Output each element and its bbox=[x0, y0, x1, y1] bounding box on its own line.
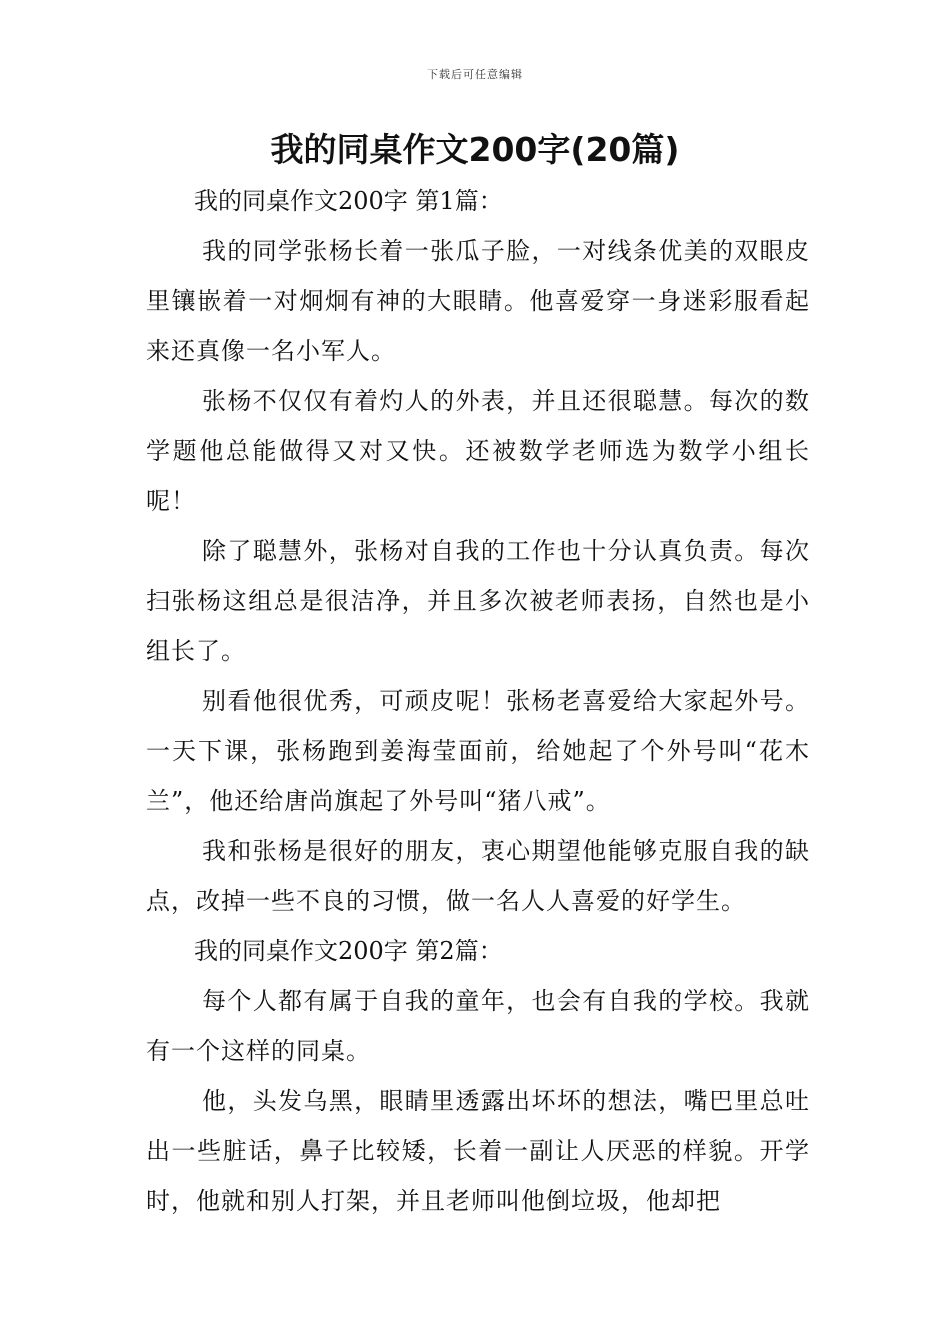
essay-section-1 bbox=[146, 176, 810, 926]
section-heading: 我的同桌作文200字 第2篇： bbox=[194, 937, 503, 965]
document-body bbox=[146, 176, 810, 1226]
paragraph: 我和张杨是很好的朋友，衷心期望他能够克服自我的缺点，改掉一些不良的习惯，做一名人人喜爱的好学生。 bbox=[146, 837, 810, 915]
paragraph: 他，头发乌黑，眼睛里透露出坏坏的想法，嘴巴里总吐出一些脏话，鼻子比较矮，长着一副让人厌恶的样貌。开学时，他就和别人打架，并且老师叫他倒垃圾，他却把 bbox=[146, 1087, 810, 1215]
essay-section-2 bbox=[146, 926, 810, 1226]
paragraph: 别看他很优秀，可顽皮呢！张杨老喜爱给大家起外号。一天下课，张杨跑到姜海莹面前，给她起了个外号叫“花木兰”，他还给唐尚旗起了外号叫“猪八戒”。 bbox=[146, 687, 810, 815]
paragraph: 除了聪慧外，张杨对自我的工作也十分认真负责。每次扫张杨这组总是很洁净，并且多次被老师表扬，自然也是小组长了。 bbox=[146, 537, 810, 665]
paragraph: 每个人都有属于自我的童年，也会有自我的学校。我就有一个这样的同桌。 bbox=[146, 987, 810, 1065]
section-heading: 我的同桌作文200字 第1篇： bbox=[194, 187, 503, 215]
document-title: 我的同桌作文200字(20篇) bbox=[270, 130, 680, 169]
paragraph: 张杨不仅仅有着灼人的外表，并且还很聪慧。每次的数学题他总能做得又对又快。还被数学老师选为数学小组长呢！ bbox=[146, 387, 810, 515]
page-header-note: 下载后可任意编辑 bbox=[427, 68, 523, 81]
paragraph: 我的同学张杨长着一张瓜子脸，一对线条优美的双眼皮里镶嵌着一对炯炯有神的大眼睛。他喜爱穿一身迷彩服看起来还真像一名小军人。 bbox=[146, 237, 810, 365]
